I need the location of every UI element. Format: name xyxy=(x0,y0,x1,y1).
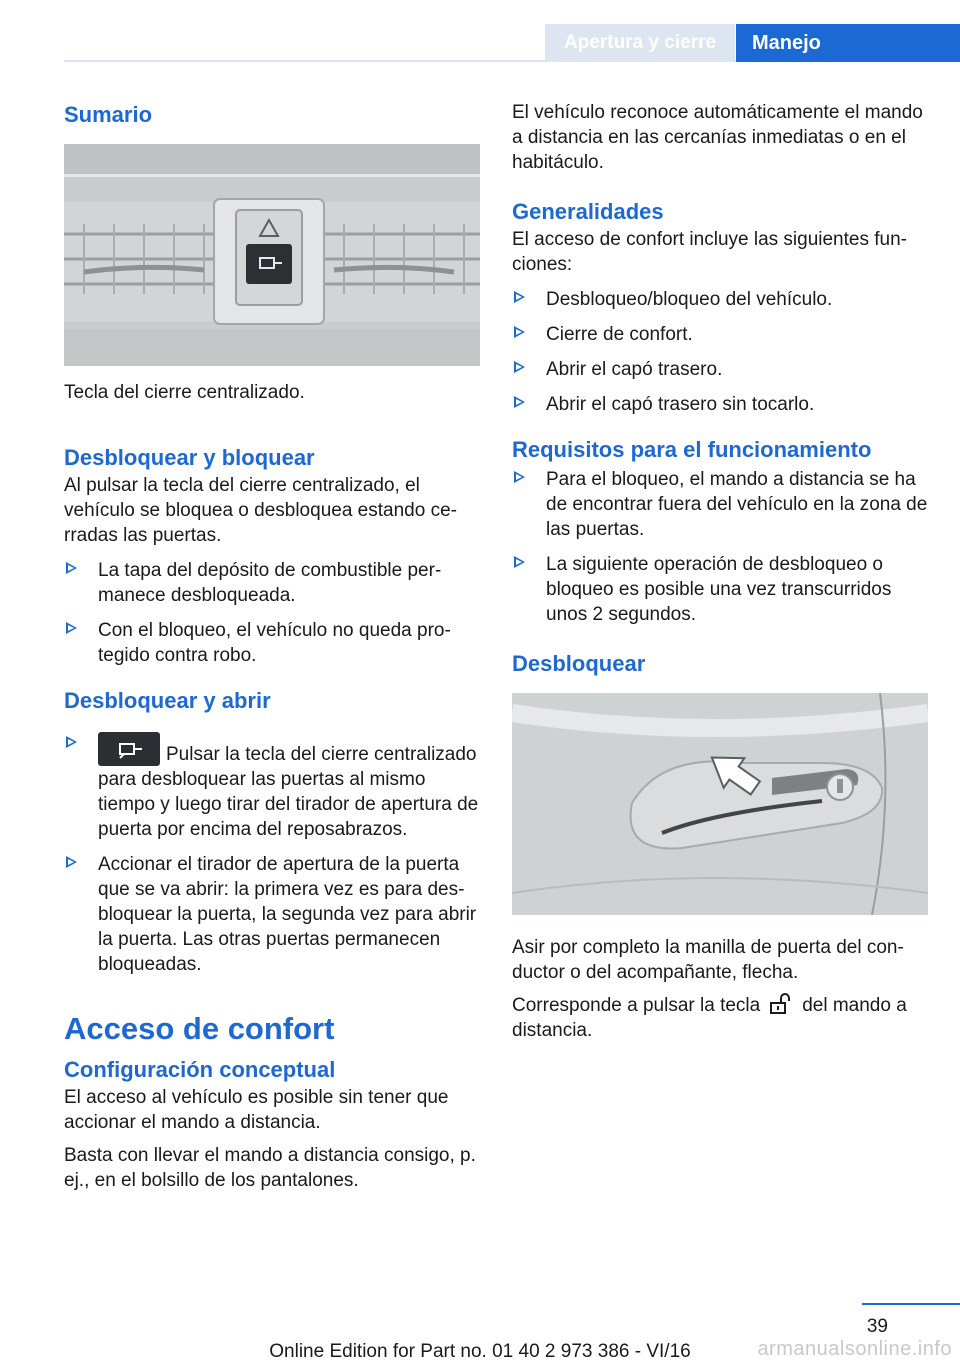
unlock-icon xyxy=(768,993,794,1015)
central-lock-button-icon xyxy=(98,732,160,766)
desbloquear-bloquear-list xyxy=(64,556,482,668)
list-item: Cierre de confort. xyxy=(512,320,928,347)
list-item: Para el bloqueo, el mando a distancia se ha de encontrar fuera del vehículo en la zona de las puertas. xyxy=(512,465,928,542)
list-item: Con el bloqueo, el vehículo no queda protegido contra robo. xyxy=(64,616,482,668)
desbloquear-abrir-list xyxy=(64,730,482,977)
dashboard-vent-image xyxy=(64,144,480,366)
heading-desbloquear-bloquear: Desbloquear y bloquear xyxy=(64,445,315,470)
bullet-triangle-icon xyxy=(514,471,525,483)
configuracion-p1: El acceso al vehículo es posible sin tener que accionar el mando a distancia. xyxy=(64,1087,449,1133)
list-item: Abrir el capó trasero. xyxy=(512,355,928,382)
list-item: Pulsar la tecla del cierre centralizado para desbloquear las puertas al mismo tiempo y luego tirar del tirador de apertura de puerta por encima del reposabrazos. xyxy=(64,730,482,842)
requisitos-list xyxy=(512,465,928,627)
list-item: La siguiente operación de desbloqueo o bloqueo es posible una vez transcurridos unos 2 segundos. xyxy=(512,550,928,627)
heading-requisitos: Requisitos para el funcionamiento xyxy=(512,437,872,462)
door-handle-image xyxy=(512,693,928,915)
desbloquear-bloquear-text: Al pulsar la tecla del cierre centralizado, el vehículo se bloquea o desbloquea estando cerradas las puertas. xyxy=(64,475,457,546)
bullet-triangle-icon xyxy=(66,562,77,574)
bullet-triangle-icon xyxy=(66,622,77,634)
figure-central-locking-button xyxy=(64,144,480,366)
heading-desbloquear-abrir: Desbloquear y abrir xyxy=(64,688,271,713)
heading-sumario: Sumario xyxy=(64,102,153,127)
figure2-caption: Asir por completo la manilla de puerta del conductor o del acompañante, flecha. xyxy=(512,937,904,983)
bullet-triangle-icon xyxy=(514,396,525,408)
footer-rule xyxy=(862,1303,960,1305)
left-column xyxy=(64,100,482,1201)
generalidades-text: El acceso de confort incluye las siguientes funciones: xyxy=(512,229,907,275)
list-item: Desbloqueo/bloqueo del vehículo. xyxy=(512,285,928,312)
list-item: Abrir el capó trasero sin tocarlo. xyxy=(512,390,928,417)
bullet-triangle-icon xyxy=(514,326,525,338)
header-section-tab: Apertura y cierre xyxy=(545,24,735,62)
heading-desbloquear: Desbloquear xyxy=(512,651,646,676)
watermark: armanualsonline.info xyxy=(757,1338,952,1360)
intro-paragraph: El vehículo reconoce automáticamente el mando a distancia en las cercanías inmediatas o en el habitáculo. xyxy=(512,102,923,173)
list-item: La tapa del depósito de combustible permanece desbloqueada. xyxy=(64,556,482,608)
bullet-triangle-icon xyxy=(66,856,77,868)
heading-acceso-confort: Acceso de confort xyxy=(64,1011,335,1046)
bullet-triangle-icon xyxy=(514,291,525,303)
bullet-triangle-icon xyxy=(66,736,77,748)
figure-door-handle xyxy=(512,693,928,915)
right-column xyxy=(512,100,928,1051)
header-chapter-tab: Manejo xyxy=(736,24,960,62)
bullet-triangle-icon xyxy=(514,556,525,568)
footer-edition: Online Edition for Part no. 01 40 2 973 386 - VI/16 xyxy=(269,1341,691,1362)
bullet-triangle-icon xyxy=(514,361,525,373)
generalidades-list xyxy=(512,285,928,417)
figure1-caption: Tecla del cierre centralizado. xyxy=(64,382,305,403)
configuracion-p2: Basta con llevar el mando a distancia consigo, p. ej., en el bolsillo de los pantalones. xyxy=(64,1145,476,1191)
heading-configuracion: Configuración conceptual xyxy=(64,1057,336,1082)
list-item: Accionar el tirador de apertura de la puerta que se va abrir: la primera vez es para desbloquear la puerta, la segunda vez para abrir la puerta. Las otras puertas permanecen bloqueadas. xyxy=(64,850,482,977)
corresponde-text: Corresponde a pulsar la tecla del mando a distancia. xyxy=(512,995,907,1041)
page-number: 39 xyxy=(866,1316,888,1337)
heading-generalidades: Generalidades xyxy=(512,199,664,224)
